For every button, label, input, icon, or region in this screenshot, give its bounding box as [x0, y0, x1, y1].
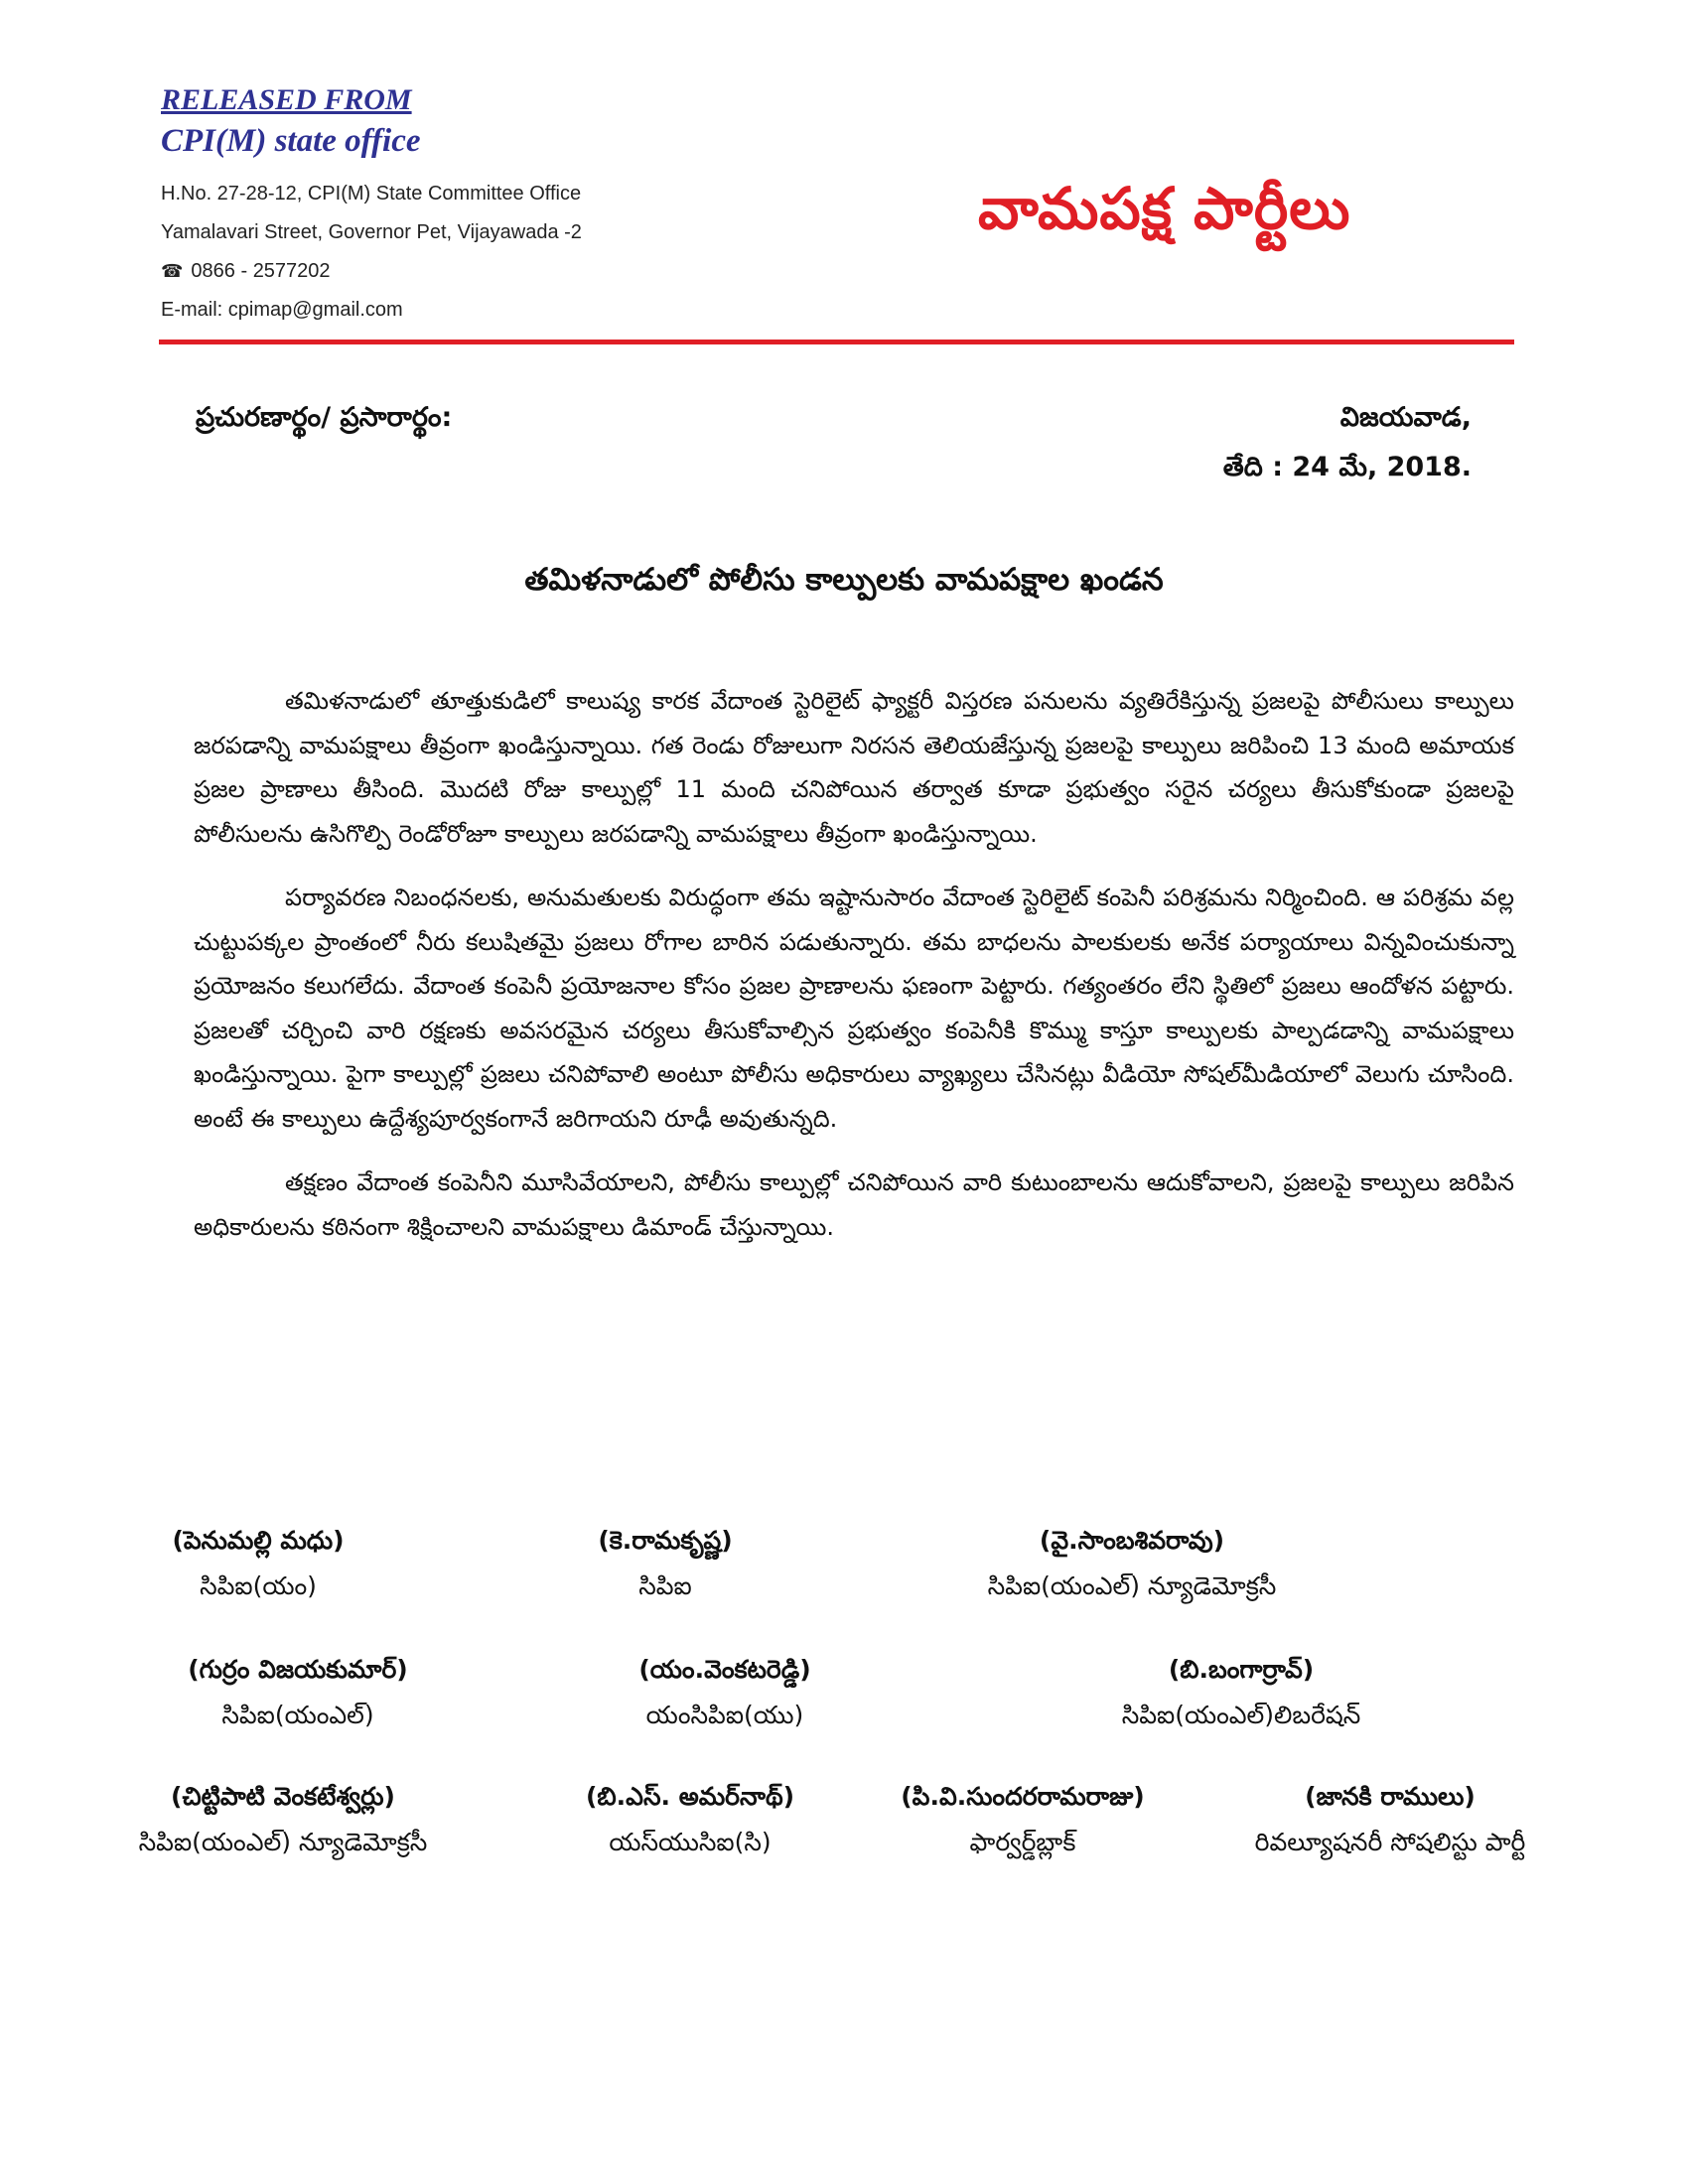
signatory-name: (కె.రామకృష్ణ) [598, 1526, 733, 1555]
signatory [864, 1775, 1182, 1866]
signatory-party: సిపిఐ(యంఎల్) న్యూడెమోక్రసీ [138, 1828, 428, 1856]
signatory-name: (చిట్టిపాటి వెంకటేశ్వర్లు) [171, 1782, 395, 1811]
address-line-1: H.No. 27-28-12, CPI(M) State Committee Office [161, 183, 582, 205]
signatory-party: యస్‌యుసిఐ(సి) [609, 1828, 772, 1856]
signatory-name: (పెనుమల్లి మధు) [172, 1526, 345, 1555]
signatory-party: రివల్యూషనరీ సోషలిస్టు పార్టీ [1254, 1828, 1526, 1856]
phone-line [161, 252, 757, 291]
signatory [149, 1648, 447, 1739]
signatory-party: ఫార్వర్డ్‌బ్లాక్ [969, 1828, 1076, 1856]
address-line-2: Yamalavari Street, Governor Pet, Vijayawada -2 [161, 221, 582, 243]
office-name: CPI(M) state office [161, 123, 421, 159]
telephone-icon: ☎ [161, 261, 184, 281]
signatory [551, 1775, 829, 1866]
signatory-name: (యం.వెంకటరెడ్డి) [638, 1655, 811, 1684]
header-divider [159, 340, 1514, 344]
press-release-headline: తమిళనాడులో పోలీసు కాల్పులకు వామపక్షాల ఖండన [524, 562, 1164, 598]
released-from-label: RELEASED FROM [161, 83, 412, 116]
signatory [1033, 1648, 1450, 1739]
signatory-name: (బి.బంగార్రావ్) [1168, 1655, 1315, 1684]
date-label: తేది : 24 మే, 2018. [1222, 452, 1472, 482]
body-paragraph: పర్యావరణ నిబంధనలకు, అనుమతులకు విరుద్ధంగా తమ ఇష్టానుసారం వేదాంత స్టెరిలైట్ కంపెనీ పరిశ్రమను నిర్మించింది. ఆ పరిశ్రమ వల్ల చుట్టుపక్కల ప్రాంతంలో నీరు కలుషితమై ప్రజలు రోగాల బారిన పడుతున్నారు. తమ బాధలను పాలకులకు అనేక పర్యాయాలు విన్నవించుకున్నా ప్రయోజనం కలుగలేదు. వేదాంత కంపెనీ ప్రయోజనాల కోసం ప్రజల ప్రాణాలను ఫణంగా పెట్టారు. గత్యంతరం లేని స్థితిలో ప్రజలు ఆందోళన పట్టారు. ప్రజలతో చర్చించి వారి రక్షణకు అవసరమైన చర్యలు తీసుకోవాల్సిన ప్రభుత్వం కంపెనీకి కొమ్ము కాస్తూ కాల్పులకు పాల్పడడాన్ని వామపక్షాలు ఖండిస్తున్నాయి. పైగా కాల్పుల్లో ప్రజలు చనిపోవాలి అంటూ పోలీసు అధికారులు వ్యాఖ్యలు చేసినట్లు వీడియో సోషల్‌మీడియాలో వెలుగు చూసింది. అంటే ఈ కాల్పులు ఉద్దేశ్యపూర్వకంగానే జరిగాయని రూఢీ అవుతున్నది. [194, 884, 1514, 1133]
publication-label: ప్రచురణార్థం/ ప్రసారార్థం: [196, 402, 453, 433]
press-release-body [194, 679, 1514, 1269]
signatory-party: యంసిపిఐ(యు) [645, 1701, 804, 1729]
signatory [576, 1648, 874, 1739]
party-title: వామపక్ష పార్టీలు [978, 175, 1351, 242]
signatory [109, 1519, 407, 1610]
letterhead [161, 81, 757, 330]
signatory [914, 1519, 1350, 1610]
signatory-name: (జానకి రాములు) [1305, 1782, 1476, 1811]
body-paragraph: తక్షణం వేదాంత కంపెనీని మూసివేయాలని, పోలీసు కాల్పుల్లో చనిపోయిన వారి కుటుంబాలను ఆదుకోవాలని, ప్రజలపై కాల్పులు జరిపిన అధికారులను కఠినంగా శిక్షించాలని వామపక్షాలు డిమాండ్ చేస్తున్నాయి. [194, 1168, 1514, 1241]
signatory [1211, 1775, 1569, 1866]
signatory-party: సిపిఐ(యంఎల్) [221, 1701, 374, 1729]
signatory-name: (బి.ఎస్. అమర్‌నాథ్) [585, 1782, 795, 1811]
signatory-name: (వై.సాంబశివరావు) [1039, 1526, 1225, 1555]
signatory-party: సిపిఐ(యంఎల్)లిబరేషన్ [1121, 1701, 1361, 1729]
signatory-party: సిపిఐ(యంఎల్) న్యూడెమోక్రసీ [987, 1571, 1277, 1600]
email-line: E-mail: cpimap@gmail.com [161, 299, 403, 321]
signatory-party: సిపిఐ [638, 1571, 692, 1600]
signatory-party: సిపిఐ(యం) [200, 1571, 317, 1600]
signatory [516, 1519, 814, 1610]
signatory-name: (గుర్రం విజయకుమార్) [188, 1655, 408, 1684]
signatory-name: (పి.వి.సుందరరామరాజు) [901, 1782, 1145, 1811]
place-label: విజయవాడ, [1339, 402, 1472, 433]
body-paragraph: తమిళనాడులో తూత్తుకుడిలో కాలుష్య కారక వేదాంత స్టెరిలైట్ ఫ్యాక్టరీ విస్తరణ పనులను వ్యతిరేకిస్తున్న ప్రజలపై పోలీసులు కాల్పులు జరపడాన్ని వామపక్షాలు తీవ్రంగా ఖండిస్తున్నాయి. గత రెండు రోజులుగా నిరసన తెలియజేస్తున్న ప్రజలపై కాల్పులు జరిపించి 13 మంది అమాయక ప్రజల ప్రాణాలు తీసింది. మొదటి రోజు కాల్పుల్లో 11 మంది చనిపోయిన తర్వాత కూడా ప్రభుత్వం సరైన చర్యలు తీసుకోకుండా ప్రజలపై పోలీసులను ఉసిగొల్పి రెండోరోజూ కాల్పులు జరపడాన్ని వామపక్షాలు తీవ్రంగా ఖండిస్తున్నాయి. [194, 687, 1514, 848]
phone-number: 0866 - 2577202 [191, 260, 331, 282]
signatory [114, 1775, 452, 1866]
